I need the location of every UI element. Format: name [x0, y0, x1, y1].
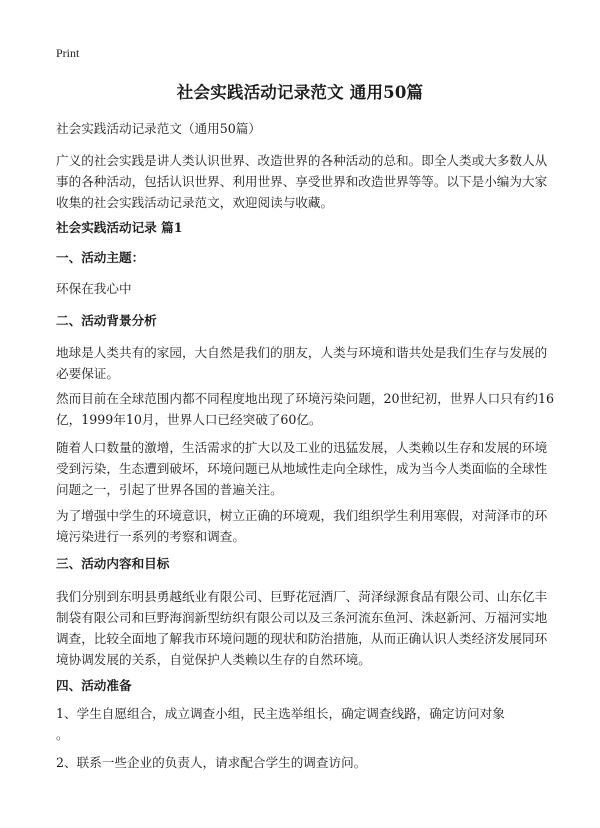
section-title: 社会实践活动记录 篇1 [56, 220, 183, 235]
heading-background: 二、活动背景分析 [56, 313, 157, 328]
heading-theme: 一、活动主题： [56, 250, 145, 265]
background-paragraph-4: 为了增强中学生的环境意识，树立正确的环境观，我们组织学生利用寒假，对菏泽市的环境污染进行一系列的考察和调查。 [56, 508, 548, 544]
prep-item-1-text: 1、学生自愿组合，成立调查小组，民主选举组长，确定调查线路，确定访问对象 [56, 706, 505, 721]
background-paragraph-1: 地球是人类共有的家园，大自然是我们的朋友，人类与环境和谐共处是我们生存与发展的必要保证。 [56, 345, 548, 381]
content-paragraph: 我们分别到东明县勇越纸业有限公司、巨野花冠酒厂、菏泽绿源食品有限公司、山东亿丰制袋有限公司和巨野海润新型纺织有限公司以及三条河流东鱼河、洙赵新河、万福河实地调查，比较全面地了解我市环境问题的现状和防治措施，从而正确认识人类经济发展同环境协调发展的关系，自觉保护人类赖以生存的自然环境。 [56, 589, 548, 667]
theme-text: 环保在我心中 [56, 281, 132, 296]
document-subtitle: 社会实践活动记录范文（通用50篇） [56, 121, 261, 136]
page-title: 社会实践活动记录范文 通用50篇 [176, 83, 424, 102]
prep-item-1-tail: 。 [56, 727, 69, 742]
prep-item-2: 2、联系一些企业的负责人，请求配合学生的调查访问。 [56, 755, 367, 770]
prep-item-1 [56, 703, 556, 745]
background-paragraph-3: 随着人口数量的激增，生活需求的扩大以及工业的迅猛发展，人类赖以生存和发展的环境受到污染，生态遭到破坏，环境问题已从地域性走向全球性，成为当今人类面临的全球性问题之一，引起了世界各国的普遍关注。 [56, 440, 548, 497]
print-link[interactable]: Print [56, 46, 80, 60]
background-paragraph-2: 然而目前在全球范围内都不同程度地出现了环境污染问题，20世纪初，世界人口只有约16亿，1999年10月，世界人口已经突破了60亿。 [56, 391, 555, 427]
heading-content: 三、活动内容和目标 [56, 556, 170, 571]
heading-prep: 四、活动准备 [56, 678, 132, 693]
intro-paragraph: 广义的社会实践是讲人类认识世界、改造世界的各种活动的总和。即全人类或大多数人从事的各种活动，包括认识世界、利用世界、享受世界和改造世界等等。以下是小编为大家收集的社会实践活动记录范文，欢迎阅读与收藏。 [56, 153, 548, 210]
